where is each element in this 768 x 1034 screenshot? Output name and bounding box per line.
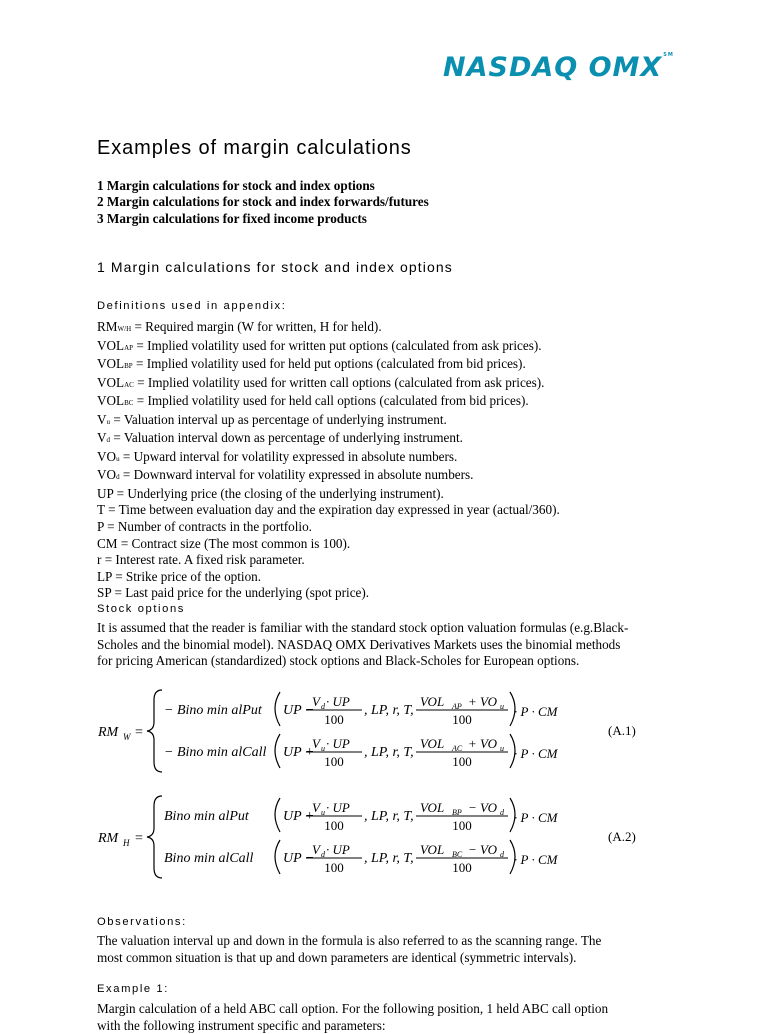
definition-item	[97, 430, 560, 449]
definition-symbol: VO	[97, 467, 116, 482]
paragraph-line: with the following instrument specific and parameters:	[97, 1018, 677, 1034]
definition-symbol: VO	[97, 449, 116, 464]
definition-item	[97, 486, 560, 503]
table-of-contents	[97, 178, 429, 227]
formula-numerator: V	[312, 800, 322, 815]
definition-subscript: d	[107, 436, 111, 444]
definition-subscript: AC	[124, 381, 134, 389]
formula-a2	[90, 790, 690, 884]
formula-numerator-subscript: d	[500, 808, 505, 817]
definition-text: = Implied volatility used for written put options (calculated from ask prices).	[133, 338, 541, 353]
formula-tail: · P · CM	[514, 704, 559, 719]
definition-subscript: BP	[124, 362, 133, 370]
observations-paragraph	[97, 933, 677, 966]
paragraph-line: Scholes and the binomial model). NASDAQ OMX Derivatives Markets uses the binomial methods	[97, 637, 677, 654]
definition-item	[97, 375, 560, 394]
formula-numerator: VOL	[420, 842, 444, 857]
definition-item	[97, 467, 560, 486]
formula-numerator: VOL	[420, 736, 444, 751]
formula-tail: · P · CM	[514, 810, 559, 825]
formula-numerator: V	[312, 842, 322, 857]
definition-subscript: d	[116, 473, 120, 481]
formula-lhs: RM	[97, 831, 120, 846]
formula-numerator-tail: · UP	[326, 800, 350, 815]
formula-numerator-subscript: AC	[451, 744, 463, 753]
definition-item	[97, 502, 560, 519]
stock-options-heading: Stock options	[97, 603, 185, 615]
definition-text: r = Interest rate. A fixed risk parameter.	[97, 552, 305, 567]
example1-heading: Example 1:	[97, 983, 169, 995]
nasdaq-omx-logo: NASDAQ OMX℠	[443, 52, 674, 83]
formula-args: , LP, r, T,	[364, 745, 414, 760]
formula-numerator-subscript: BP	[452, 808, 462, 817]
formula-denominator: 100	[324, 712, 344, 727]
formula-tail: · P · CM	[514, 746, 559, 761]
formula-numerator-tail: − VO	[468, 842, 498, 857]
definition-text: P = Number of contracts in the portfolio.	[97, 519, 312, 534]
definition-symbol: VOL	[97, 356, 124, 371]
page-title: Examples of margin calculations	[97, 137, 412, 160]
section-heading: 1 Margin calculations for stock and index options	[97, 259, 453, 275]
formula-denominator: 100	[452, 860, 472, 875]
definition-subscript: AP	[124, 344, 133, 352]
formula-denominator: 100	[324, 860, 344, 875]
formula-paren-left	[275, 798, 280, 832]
definition-subscript: BC	[124, 399, 133, 407]
definition-symbol: RM	[97, 319, 118, 334]
formula-numerator-subscript: u	[321, 744, 325, 753]
formula-numerator: V	[312, 736, 322, 751]
definition-text: = Required margin (W for written, H for held).	[131, 319, 382, 334]
definition-item	[97, 412, 560, 431]
paragraph-line: The valuation interval up and down in the formula is also referred to as the scanning range. The	[97, 933, 677, 950]
definition-item	[97, 569, 560, 586]
definition-symbol: V	[97, 412, 107, 427]
formula-numerator: V	[312, 694, 322, 709]
formula-numerator-subscript: AP	[451, 702, 462, 711]
formula-args: , LP, r, T,	[364, 703, 414, 718]
formula-numerator-subscript: d	[321, 850, 326, 859]
definition-item	[97, 338, 560, 357]
formula-brace	[147, 796, 162, 878]
definition-text: = Valuation interval up as percentage of underlying instrument.	[110, 412, 447, 427]
formula-numerator-subscript: u	[500, 744, 504, 753]
definitions-list	[97, 319, 560, 602]
formula-term: UP +	[283, 809, 314, 824]
formula-denominator: 100	[324, 754, 344, 769]
formula-numerator: VOL	[420, 800, 444, 815]
definition-text: = Implied volatility used for held put options (calculated from bid prices).	[133, 356, 526, 371]
definition-text: LP = Strike price of the option.	[97, 569, 261, 584]
formula-term: UP −	[283, 851, 314, 866]
definition-text: = Implied volatility used for held call options (calculated from bid prices).	[133, 393, 528, 408]
formula-brace	[147, 690, 162, 772]
formula-paren-left	[275, 840, 280, 874]
definition-symbol: VOL	[97, 338, 124, 353]
paragraph-line: most common situation is that up and down parameters are identical (symmetric intervals).	[97, 950, 677, 967]
formula-numerator-subscript: BC	[452, 850, 463, 859]
definition-symbol: VOL	[97, 375, 124, 390]
formula-numerator-tail: · UP	[326, 842, 350, 857]
formula-numerator: VOL	[420, 694, 444, 709]
toc-item[interactable]: 1 Margin calculations for stock and index options	[97, 178, 429, 194]
definition-text: UP = Underlying price (the closing of the underlying instrument).	[97, 486, 444, 501]
paragraph-line: It is assumed that the reader is familiar with the standard stock option valuation formulas (e.g.Black-	[97, 620, 677, 637]
formula-paren-left	[275, 692, 280, 726]
formula-lhs: RM	[97, 725, 120, 740]
definition-subscript: u	[107, 418, 111, 426]
formula-equals: =	[135, 831, 143, 846]
formula-denominator: 100	[452, 754, 472, 769]
formula-numerator-tail: · UP	[326, 694, 350, 709]
formula-equals: =	[135, 725, 143, 740]
formula-denominator: 100	[452, 712, 472, 727]
formula-numerator-tail: − VO	[468, 800, 498, 815]
definition-symbol: VOL	[97, 393, 124, 408]
definition-symbol: V	[97, 430, 107, 445]
definition-item	[97, 585, 560, 602]
toc-item[interactable]: 2 Margin calculations for stock and index forwards/futures	[97, 194, 429, 210]
formula-numerator-tail: + VO	[468, 694, 498, 709]
definitions-heading: Definitions used in appendix:	[97, 300, 286, 312]
toc-item[interactable]: 3 Margin calculations for fixed income products	[97, 211, 429, 227]
paragraph-line: for pricing American (standardized) stock options and Black-Scholes for European options.	[97, 653, 677, 670]
formula-denominator: 100	[324, 818, 344, 833]
formula-numerator-subscript: u	[500, 702, 504, 711]
example1-paragraph	[97, 1001, 677, 1034]
definition-subscript: W/H	[118, 325, 132, 333]
formula-numerator-tail: · UP	[326, 736, 350, 751]
definition-text: = Valuation interval down as percentage of underlying instrument.	[110, 430, 463, 445]
formula-numerator-subscript: d	[500, 850, 505, 859]
definition-item	[97, 449, 560, 468]
paragraph-line: Margin calculation of a held ABC call option. For the following position, 1 held ABC call option	[97, 1001, 677, 1018]
formula-args: , LP, r, T,	[364, 851, 414, 866]
definition-item	[97, 356, 560, 375]
formula-denominator: 100	[452, 818, 472, 833]
formula-numerator-subscript: u	[321, 808, 325, 817]
formula-function: Bino min alCall	[164, 851, 254, 866]
formula-numerator-subscript: d	[321, 702, 326, 711]
definition-item	[97, 519, 560, 536]
definition-item	[97, 536, 560, 553]
definition-text: = Upward interval for volatility expressed in absolute numbers.	[120, 449, 458, 464]
equation-number: (A.2)	[608, 829, 636, 844]
formula-lhs-subscript: H	[122, 838, 130, 848]
formula-function: Bino min alPut	[164, 809, 250, 824]
definition-text: SP = Last paid price for the underlying (spot price).	[97, 585, 369, 600]
definition-item	[97, 552, 560, 569]
equation-number: (A.1)	[608, 723, 636, 738]
formula-function: − Bino min alCall	[164, 745, 267, 760]
stock-options-paragraph	[97, 620, 677, 670]
formula-function: − Bino min alPut	[164, 703, 263, 718]
formula-paren-left	[275, 734, 280, 768]
formula-lhs-subscript: W	[123, 732, 132, 742]
observations-heading: Observations:	[97, 916, 187, 928]
formula-term: UP −	[283, 703, 314, 718]
definition-text: T = Time between evaluation day and the expiration day expressed in year (actual/360).	[97, 502, 560, 517]
formula-term: UP +	[283, 745, 314, 760]
definition-text: = Implied volatility used for written call options (calculated from ask prices).	[134, 375, 545, 390]
formula-numerator-tail: + VO	[468, 736, 498, 751]
formula-args: , LP, r, T,	[364, 809, 414, 824]
definition-text: = Downward interval for volatility expressed in absolute numbers.	[120, 467, 474, 482]
definition-subscript: u	[116, 455, 120, 463]
definition-text: CM = Contract size (The most common is 100).	[97, 536, 350, 551]
definition-item	[97, 393, 560, 412]
definition-item	[97, 319, 560, 338]
formula-tail: · P · CM	[514, 852, 559, 867]
formula-a1	[90, 684, 690, 778]
